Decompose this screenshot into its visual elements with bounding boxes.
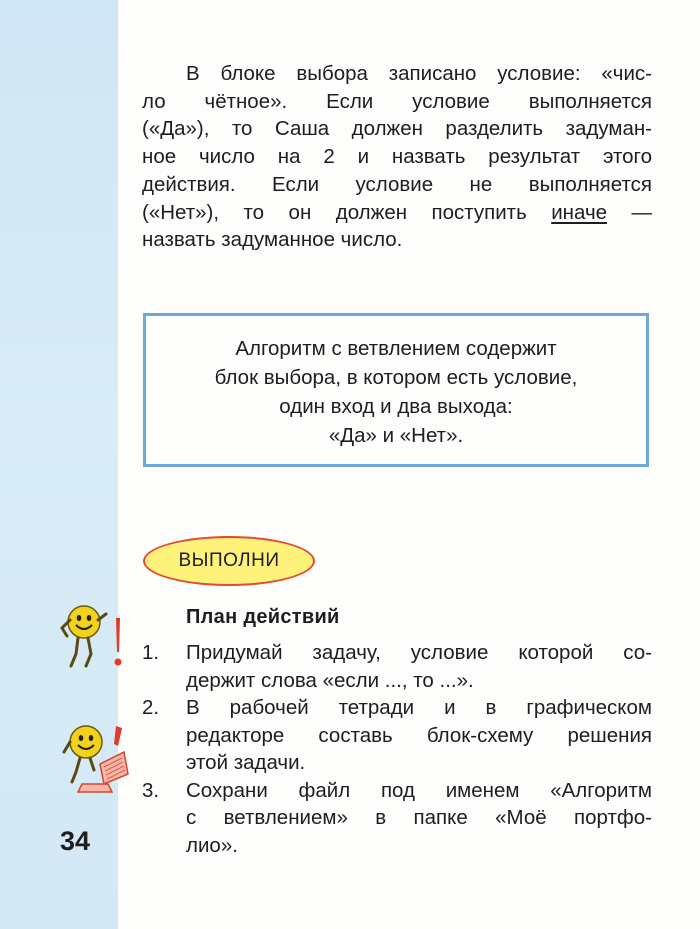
plan-item-number: 2. bbox=[142, 696, 160, 719]
plan-item-line: с ветвлением» в папке «Моё портфо- bbox=[186, 806, 652, 829]
paragraph-line: ное число на 2 и назвать результат этого bbox=[142, 145, 652, 169]
underlined-word: иначе bbox=[551, 200, 608, 224]
plan-item-2 bbox=[142, 694, 652, 777]
page-number: 34 bbox=[60, 826, 91, 856]
paragraph-line: («Да»), то Саша должен разделить задуман- bbox=[142, 117, 652, 141]
plan-list bbox=[142, 639, 652, 859]
dash: — bbox=[607, 200, 652, 224]
plan-item-number: 3. bbox=[142, 778, 160, 802]
rule-line: блок выбора, в котором есть условие, bbox=[214, 366, 578, 389]
plan-item-line: держит слова «если ..., то ...». bbox=[186, 668, 474, 692]
paragraph-line: действия. Если условие не выполняется bbox=[142, 172, 652, 196]
rule-definition-text bbox=[146, 334, 646, 450]
plan-item-number: 1. bbox=[142, 641, 160, 664]
plan-item-line: Придумай задачу, условие которой со- bbox=[186, 641, 652, 664]
plan-item-3 bbox=[142, 777, 652, 860]
plan-item-line: В рабочей тетради и в графическом bbox=[186, 696, 652, 719]
plan-item-line: редакторе составь блок-схему решения bbox=[186, 723, 652, 747]
paragraph-line: ло чётное». Если условие выполняется bbox=[142, 89, 652, 113]
plan-item-line: Сохрани файл под именем «Алгоритм bbox=[186, 778, 652, 802]
paragraph-line: В блоке выбора записано условие: «чис- bbox=[186, 62, 652, 85]
vypolni-button[interactable]: ВЫПОЛНИ bbox=[143, 536, 315, 586]
rule-line: Алгоритм с ветвлением содержит bbox=[235, 337, 557, 360]
smiley-laptop-icon bbox=[62, 722, 132, 802]
rule-line: «Да» и «Нет». bbox=[328, 424, 464, 447]
rule-definition-box bbox=[143, 313, 649, 467]
plan-item-1 bbox=[142, 639, 652, 694]
paragraph-line-with-underline bbox=[142, 199, 652, 227]
paragraph-line: назвать задуманное число. bbox=[142, 228, 403, 252]
plan-title: План действий bbox=[186, 606, 340, 628]
rule-line: один вход и два выхода: bbox=[279, 395, 513, 418]
paragraph-text: («Нет»), то он должен поступить bbox=[142, 200, 527, 224]
smiley-exclamation-icon bbox=[58, 600, 128, 675]
plan-item-line: лио». bbox=[186, 833, 238, 857]
plan-item-line: этой задачи. bbox=[186, 751, 306, 774]
intro-paragraph bbox=[142, 60, 652, 254]
